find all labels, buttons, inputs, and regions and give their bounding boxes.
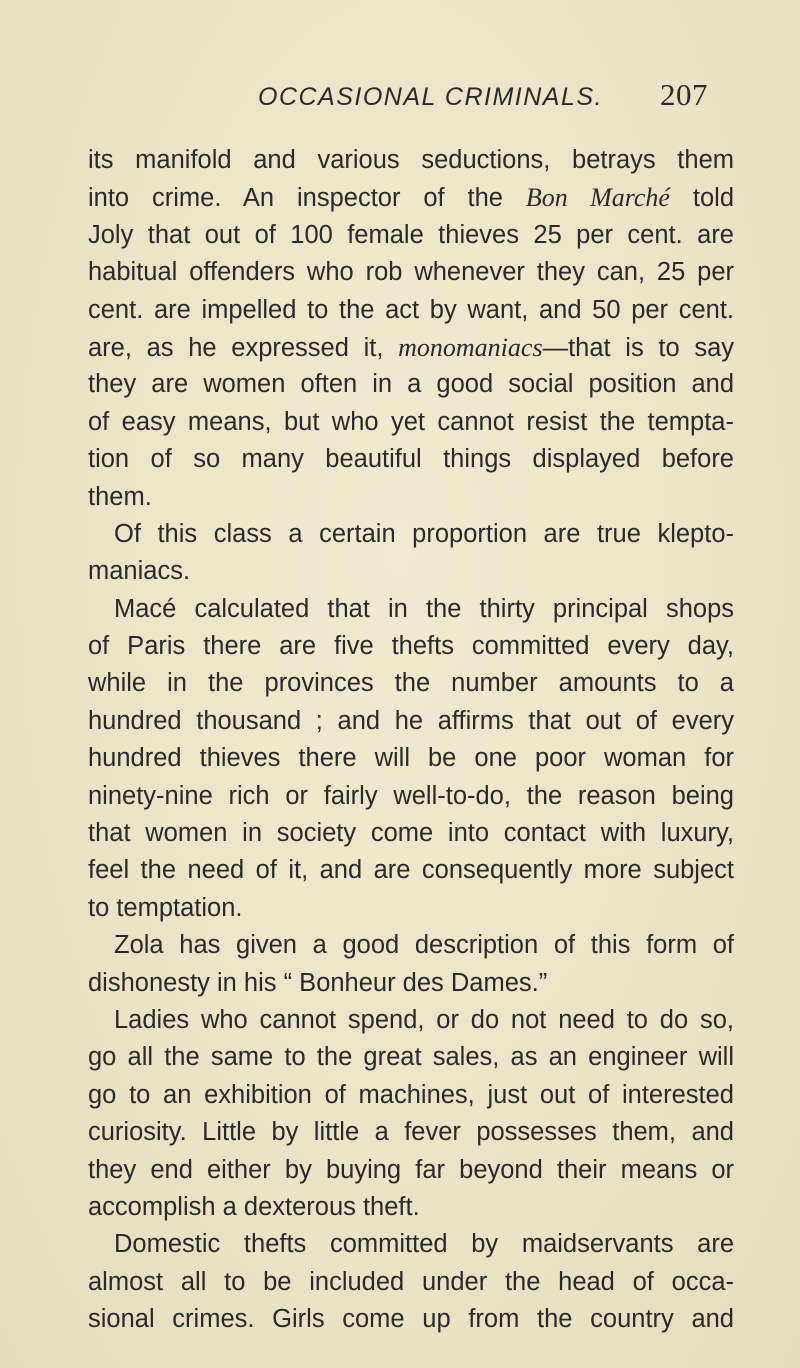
text-line: are, as he expressed it, monomaniacs—that is to say xyxy=(88,332,734,362)
text-line: tion of so many beautiful things displayed before xyxy=(88,445,734,474)
text-line: to temptation. xyxy=(88,893,243,922)
body-text xyxy=(88,142,734,1339)
text-line: that women in society come into contact with luxury, xyxy=(88,819,734,848)
text-line: them. xyxy=(88,482,152,511)
text-line: hundred thieves there will be one poor woman for xyxy=(88,744,734,773)
text-line: of Paris there are five thefts committed every day, xyxy=(88,632,734,661)
text-line: go all the same to the great sales, as an engineer will xyxy=(88,1043,734,1072)
text-line: they end either by buying far beyond their means or xyxy=(88,1155,734,1184)
text-line: they are women often in a good social position and xyxy=(88,370,734,399)
text-line: accomplish a dexterous theft. xyxy=(88,1192,420,1221)
paragraph-start-line: Ladies who cannot spend, or do not need to do so, xyxy=(114,1005,734,1034)
paragraph-start-line: Of this class a certain proportion are true klepto- xyxy=(114,519,734,548)
text-line: sional crimes. Girls come up from the country and xyxy=(88,1305,734,1334)
text-line: go to an exhibition of machines, just out of interested xyxy=(88,1080,734,1109)
text-line: almost all to be included under the head of occa- xyxy=(88,1267,734,1296)
text-line: curiosity. Little by little a fever possesses them, and xyxy=(88,1118,734,1147)
text-line: ninety-nine rich or fairly well-to-do, the reason being xyxy=(88,781,734,810)
italic-term: Bon Marché xyxy=(525,183,670,213)
text-line: Joly that out of 100 female thieves 25 per cent. are xyxy=(88,220,734,249)
page-number: 207 xyxy=(660,77,708,112)
paragraph-start-line: Domestic thefts committed by maidservants are xyxy=(114,1230,734,1259)
running-head: OCCASIONAL CRIMINALS. xyxy=(258,83,604,111)
text-line: its manifold and various seductions, betrays them xyxy=(88,146,734,174)
text-line: of easy means, but who yet cannot resist the tempta- xyxy=(88,407,734,436)
italic-term: monomaniacs xyxy=(398,332,543,362)
text-line: feel the need of it, and are consequently more subject xyxy=(88,856,734,885)
text-line: maniacs. xyxy=(88,557,191,586)
paragraph-start-line: Zola has given a good description of this form of xyxy=(114,931,734,960)
text-line: while in the provinces the number amounts to a xyxy=(88,669,734,698)
text-line: dishonesty in his “ Bonheur des Dames.” xyxy=(88,968,548,997)
text-line: cent. are impelled to the act by want, and 50 per cent. xyxy=(88,295,734,324)
paragraph-start-line: Macé calculated that in the thirty principal shops xyxy=(114,594,734,623)
text-line: hundred thousand ; and he affirms that out of every xyxy=(88,706,734,735)
text-line: into crime. An inspector of the Bon Marché told xyxy=(88,183,734,213)
text-line: habitual offenders who rob whenever they can, 25 per xyxy=(88,258,734,287)
